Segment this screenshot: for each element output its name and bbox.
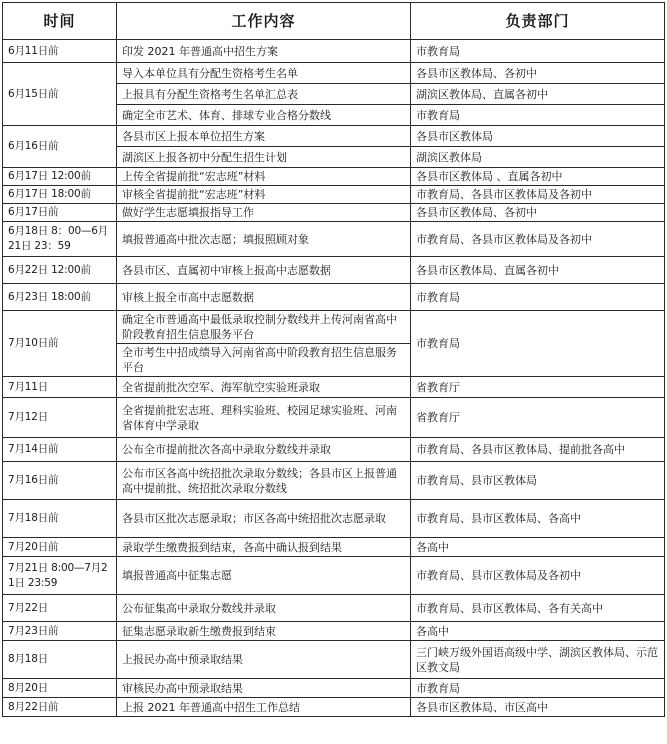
time-cell: 7月10日前 [3, 311, 117, 377]
content-cell: 公布市区各高中统招批次录取分数线；各县市区上报普通高中提前批、统招批次录取分数线 [117, 462, 411, 500]
time-cell: 8月18日 [3, 641, 117, 679]
time-cell: 8月20日 [3, 679, 117, 698]
content-cell: 上报具有分配生资格考生名单汇总表 [117, 84, 411, 105]
time-cell: 7月12日 [3, 398, 117, 438]
time-cell: 6月16日前 [3, 126, 117, 168]
content-cell: 全省提前批宏志班、理科实验班、校园足球实验班、河南省体育中学录取 [117, 398, 411, 438]
dept-cell: 市教育局、县市区教体局、各高中 [411, 500, 665, 538]
dept-cell: 市教育局 [411, 679, 665, 698]
table-row [3, 679, 665, 698]
content-cell: 确定全市艺术、体育、排球专业合格分数线 [117, 105, 411, 126]
content-cell: 上报 2021 年普通高中招生工作总结 [117, 698, 411, 717]
dept-cell: 各县市区教体局、市区高中 [411, 698, 665, 717]
dept-cell: 市教育局、县市区教体局 [411, 462, 665, 500]
table-row [3, 311, 665, 344]
header-time: 时间 [3, 3, 117, 40]
dept-cell: 市教育局、县市区教体局、各有关高中 [411, 595, 665, 622]
content-cell: 审核上报全市高中志愿数据 [117, 284, 411, 311]
table-row [3, 641, 665, 679]
content-cell: 公布全市提前批次各高中录取分数线并录取 [117, 438, 411, 462]
content-cell: 各县市区批次志愿录取；市区各高中统招批次志愿录取 [117, 500, 411, 538]
table-row [3, 557, 665, 595]
content-cell: 审核民办高中预录取结果 [117, 679, 411, 698]
time-cell: 7月16日前 [3, 462, 117, 500]
schedule-table [2, 2, 665, 717]
dept-cell: 各县市区教体局、直属各初中 [411, 257, 665, 284]
dept-cell: 湖滨区教体局、直属各初中 [411, 84, 665, 105]
dept-cell: 湖滨区教体局 [411, 147, 665, 168]
content-cell: 确定全市普通高中最低录取控制分数线并上传河南省高中阶段教育招生信息服务平台 [117, 311, 411, 344]
content-cell: 湖滨区上报各初中分配生招生计划 [117, 147, 411, 168]
content-cell: 上传全省提前批“宏志班”材料 [117, 168, 411, 186]
content-cell: 填报普通高中批次志愿；填报照顾对象 [117, 222, 411, 257]
time-cell: 7月21日 8:00—7月21日 23:59 [3, 557, 117, 595]
dept-cell: 省教育厅 [411, 398, 665, 438]
content-cell: 征集志愿录取新生缴费报到结束 [117, 622, 411, 641]
table-row [3, 377, 665, 398]
table-row [3, 398, 665, 438]
header-content: 工作内容 [117, 3, 411, 40]
dept-cell: 市教育局、各县市区教体局、提前批各高中 [411, 438, 665, 462]
table-row [3, 462, 665, 500]
table-row [3, 204, 665, 222]
table-row [3, 186, 665, 204]
dept-cell: 市教育局、各县市区教体局及各初中 [411, 186, 665, 204]
content-cell: 上报民办高中预录取结果 [117, 641, 411, 679]
dept-cell: 市教育局 [411, 40, 665, 63]
content-cell: 导入本单位具有分配生资格考生名单 [117, 63, 411, 84]
time-cell: 7月23日前 [3, 622, 117, 641]
time-cell: 6月17日 18:00前 [3, 186, 117, 204]
time-cell: 7月20日前 [3, 538, 117, 557]
table-row [3, 63, 665, 84]
content-cell: 各县市区、直属初中审核上报高中志愿数据 [117, 257, 411, 284]
content-cell: 各县市区上报本单位招生方案 [117, 126, 411, 147]
dept-cell: 各县市区教体局 、直属各初中 [411, 168, 665, 186]
table-row [3, 698, 665, 717]
dept-cell: 三门峡万级外国语高级中学、湖滨区教体局、示范区教文局 [411, 641, 665, 679]
dept-cell: 市教育局 [411, 284, 665, 311]
content-cell: 全省提前批次空军、海军航空实验班录取 [117, 377, 411, 398]
table-row [3, 222, 665, 257]
table-row [3, 500, 665, 538]
dept-cell: 省教育厅 [411, 377, 665, 398]
dept-cell: 各县市区教体局、各初中 [411, 204, 665, 222]
time-cell: 7月18日前 [3, 500, 117, 538]
header-dept: 负责部门 [411, 3, 665, 40]
table-row [3, 284, 665, 311]
time-cell: 6月15日前 [3, 63, 117, 126]
time-cell: 6月18日 8：00—6月21日 23：59 [3, 222, 117, 257]
header-row [3, 3, 665, 40]
dept-cell: 市教育局、各县市区教体局及各初中 [411, 222, 665, 257]
table-row [3, 168, 665, 186]
time-cell: 7月11日 [3, 377, 117, 398]
dept-cell: 市教育局 [411, 311, 665, 377]
content-cell: 做好学生志愿填报指导工作 [117, 204, 411, 222]
content-cell: 全市考生中招成绩导入河南省高中阶段教育招生信息服务平台 [117, 344, 411, 377]
table-row [3, 595, 665, 622]
time-cell: 6月23日 18:00前 [3, 284, 117, 311]
time-cell: 8月22日前 [3, 698, 117, 717]
table-row [3, 538, 665, 557]
time-cell: 6月22日 12:00前 [3, 257, 117, 284]
time-cell: 6月11日前 [3, 40, 117, 63]
table-row [3, 126, 665, 147]
table-row [3, 40, 665, 63]
dept-cell: 各县市区教体局、各初中 [411, 63, 665, 84]
table-row [3, 257, 665, 284]
time-cell: 7月14日前 [3, 438, 117, 462]
dept-cell: 市教育局 [411, 105, 665, 126]
dept-cell: 各高中 [411, 622, 665, 641]
table-row [3, 438, 665, 462]
content-cell: 录取学生缴费报到结束，各高中确认报到结果 [117, 538, 411, 557]
content-cell: 印发 2021 年普通高中招生方案 [117, 40, 411, 63]
dept-cell: 市教育局、县市区教体局及各初中 [411, 557, 665, 595]
time-cell: 6月17日 12:00前 [3, 168, 117, 186]
content-cell: 审核全省提前批“宏志班”材料 [117, 186, 411, 204]
dept-cell: 各县市区教体局 [411, 126, 665, 147]
time-cell: 6月17日前 [3, 204, 117, 222]
table-row [3, 622, 665, 641]
content-cell: 填报普通高中征集志愿 [117, 557, 411, 595]
time-cell: 7月22日 [3, 595, 117, 622]
content-cell: 公布征集高中录取分数线并录取 [117, 595, 411, 622]
dept-cell: 各高中 [411, 538, 665, 557]
